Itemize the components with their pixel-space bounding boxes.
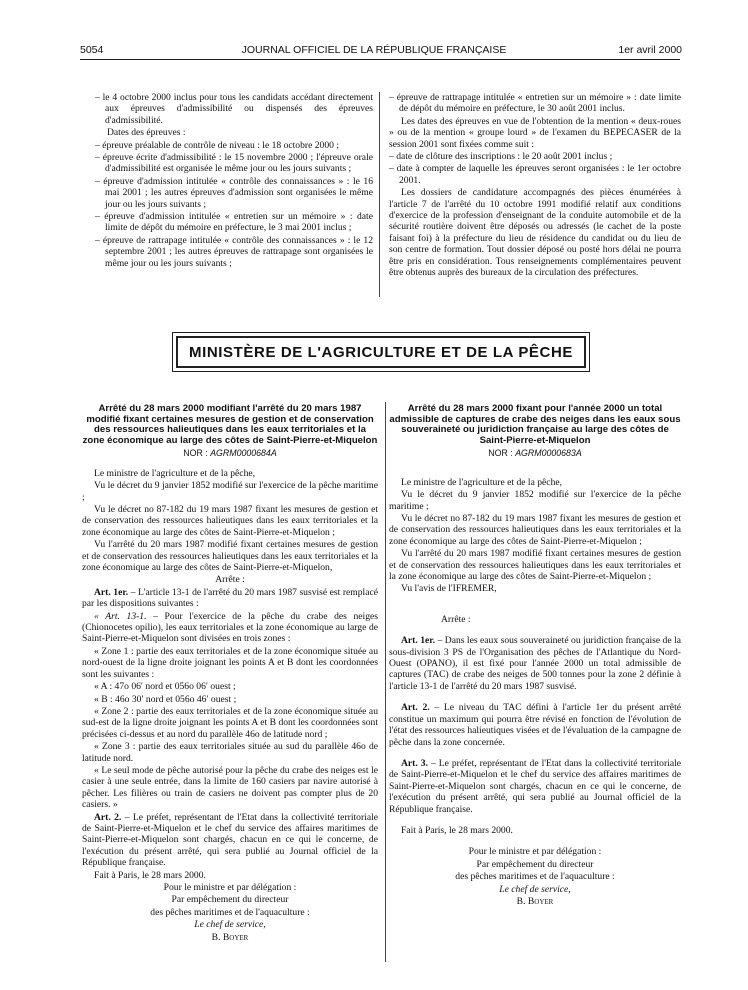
text-line: – date de clôture des inscriptions : le 20 août 2001 inclus ; xyxy=(389,151,613,163)
article-title: Arrêté du 28 mars 2000 fixant pour l'année 2000 un total admissible de captures de crabe des neiges dans les eaux sous souveraineté ou juridiction française au large des côtes de Saint-Pierre-et-Miquelon xyxy=(389,403,681,446)
left-article xyxy=(82,404,378,944)
text-line: Dates des épreuves : xyxy=(107,127,186,139)
top-right-column xyxy=(389,92,681,280)
text-line: – épreuve de rattrapage intitulée « entretien sur un mémoire » : date limite de dépôt du mémoire en préfecture, le 30 août 2001 inclus. xyxy=(389,92,681,115)
header-rule xyxy=(80,59,680,60)
article-1: Art. 1er. – L'article 13-1 de l'arrêté du 20 mars 1987 susvisé est remplacé par les dispositions suivantes : xyxy=(82,586,378,610)
zone-3: « Zone 3 : partie des eaux territoriales située au sud du parallèle 46o de latitude nord. xyxy=(82,741,378,764)
paragraph: Vu l'arrêté du 20 mars 1987 modifié fixant certaines mesures de gestion et de conservation des ressources halieutiques dans les eaux territoriales et la zone économique au large des côtes de Saint-Pierre-et-Miquelon ; xyxy=(389,548,681,583)
paragraph: Vu le décret no 87-182 du 19 mars 1987 fixant les mesures de gestion et de conservation des ressources halieutiques dans les eaux territoriales et la zone économique au large des côtes de Saint-Pierre-et-Miquelon ; xyxy=(389,513,681,547)
article-2: Art. 2. – Le préfet, représentant de l'Etat dans la collectivité territoriale de Saint-Pierre-et-Miquelon et le chef du service des affaires maritimes de Saint-Pierre-et-Miquelon sont chargés, chacun en ce qui le concerne, de l'exécution du présent arrêté, qui sera publié au Journal officiel de la République française. xyxy=(82,811,378,869)
zone-2: « Zone 2 : partie des eaux territoriales et de la zone économique située au sud-est de la ligne droite joignant les points A et B dont les coordonnées sont précisées ci-dessus et au nord du parallèle 46o de latitude nord ; xyxy=(82,705,378,740)
text-line: – épreuve préalable de contrôle de niveau : le 18 octobre 2000 ; xyxy=(95,139,340,151)
article-1: Art. 1er. – Dans les eaux sous souveraineté ou juridiction française de la sous-division 3 PS de l'Organisation des pêches de l'Atlantique du Nord-Ouest (OPANO), il est fixé pour l'année 2000 un total admissible de captures (TAC) de crabe des neiges de 500 tonnes pour la zone 2 définie à l'article 13-1 de l'arrêté du 20 mars 1987 susvisé. xyxy=(389,635,681,692)
page-number: 5054 xyxy=(80,44,104,56)
point-b: « B : 46o 30′ nord et 056o 46′ ouest ; xyxy=(94,693,237,705)
paragraph: Le ministre de l'agriculture et de la pêche, xyxy=(401,476,563,488)
issue-date: 1er avril 2000 xyxy=(618,44,682,56)
text-line: – le 4 octobre 2000 inclus pour tous les candidats accédant directement aux épreuves d'admissibilité ou dispensés des épreuves d'admissibilité. xyxy=(95,92,373,126)
paragraph: Le ministre de l'agriculture et de la pêche, xyxy=(94,467,256,479)
journal-title: JOURNAL OFFICIEL DE LA RÉPUBLIQUE FRANÇAISE xyxy=(241,44,507,56)
paragraph: Vu l'avis de l'IFREMER, xyxy=(401,583,497,595)
paragraph: Vu le décret no 87-182 du 19 mars 1987 fixant les mesures de gestion et de conservation des ressources halieutiques dans les eaux territoriales et la zone économique au large des côtes de Saint-Pierre-et-Miquelon ; xyxy=(82,504,378,538)
ministry-banner xyxy=(172,332,590,372)
done-at: Fait à Paris, le 28 mars 2000. xyxy=(94,869,206,881)
signature-line: des pêches maritimes et de l'aquaculture : xyxy=(150,906,310,918)
text-line: Les dossiers de candidature accompagnés des pièces énumérées à l'article 7 de l'arrêté du 10 octobre 1991 modifié relatif aux conditions d'exercice de la profession d'enseignant de la conduite automobile et de la sécurité routière doivent être déposés ou adressés (le cachet de la poste faisant foi) à la préfecture du lieu de résidence du candidat ou du lieu de son centre de formation. Tout dossier déposé ou posté hors délai ne pourra être pris en considération. Tous renseignements complémentaires peuvent être obtenus auprès des bureaux de la circulation des préfectures. xyxy=(389,187,681,279)
paragraph: Vu le décret du 9 janvier 1852 modifié sur l'exercice de la pêche maritime ; xyxy=(82,480,378,503)
text-line: – épreuve de rattrapage intitulée « contrôle des connaissances » : le 12 septembre 2001 ; les autres épreuves de rattrapage sont organisées le même jour ou les jours suivants ; xyxy=(95,234,373,269)
article-3: Art. 3. – Le préfet, représentant de l'Etat dans la collectivité territoriale de Saint-Pierre-et-Miquelon et le chef du service des affaires maritimes de Saint-Pierre-et-Miquelon sont chargés, chacun en ce qui le concerne, de l'exécution du présent arrêté, qui sera publié au Journal officiel de la République française. xyxy=(389,757,682,815)
quoted-article: « Art. 13-1. – Pour l'exercice de la pêche du crabe des neiges (Chionocetes opilio), les eaux territoriales et la zone économique au large de Saint-Pierre-et-Miquelon sont divisées en trois zones : xyxy=(82,610,378,645)
text-line: – épreuve d'admission intitulée « contrôle des connaissances » : le 16 mai 2001 ; les autres épreuves d'admission sont organisées le même jour ou les jours suivants ; xyxy=(95,175,373,210)
zone-1: « Zone 1 : partie des eaux territoriales et de la zone économique située au nord-ouest de la ligne droite joignant les points A et B dont les coordonnées sont les suivantes : xyxy=(82,645,378,680)
done-at: Fait à Paris, le 28 mars 2000. xyxy=(401,824,513,836)
fishing-rule: « Le seul mode de pêche autorisé pour la pêche du crabe des neiges est le casier à une seule entrée, dans la limite de 160 casiers par navire autorisé à pêcher. Les filières ou train de casiers ne doivent pas compter plus de 20 casiers. » xyxy=(82,764,378,811)
signature-line: Pour le ministre et par délégation : xyxy=(468,846,602,858)
signature-line: des pêches maritimes et de l'aquaculture : xyxy=(455,871,615,883)
column-divider xyxy=(379,92,380,297)
signature-line: Par empêchement du directeur xyxy=(476,858,594,870)
text-line: – date à compter de laquelle les épreuves seront organisées : le 1er octobre 2001. xyxy=(389,163,681,186)
text-line: – épreuve d'admission intitulée « entretien sur un mémoire » : date limite de dépôt du mémoire en préfecture, le 3 mai 2001 inclus ; xyxy=(95,211,373,234)
article-2: Art. 2. – Le niveau du TAC défini à l'article 1er du présent arrêté constitue un maximum qui pourra être révisé en fonction de l'évolution de l'état des ressources halieutiques visées et de l'évaluation de la campagne de pêche dans la zone concernée. xyxy=(389,702,681,748)
signatory-name: B. Boyer xyxy=(211,931,249,943)
nor-reference: NOR : AGRM0000683A xyxy=(488,448,582,459)
text-line: Les dates des épreuves en vue de l'obtention de la mention « deux-roues » ou de la mention « groupe lourd » de l'examen du BEPECASER de la session 2001 sont fixées comme suit : xyxy=(389,115,681,150)
signature-line: Par empêchement du directeur xyxy=(171,894,289,906)
signature-role: Le chef de service, xyxy=(499,883,571,895)
arrete-heading: Arrête : xyxy=(441,613,471,625)
article-title: Arrêté du 28 mars 2000 modifiant l'arrêté du 20 mars 1987 modifié fixant certaines mesures de gestion et de conservation des ressources halieutiques dans les eaux territoriales et la zone économique au large des côtes de Saint-Pierre-et-Miquelon xyxy=(82,403,378,446)
right-article xyxy=(389,404,681,908)
signatory-name: B. Boyer xyxy=(516,895,554,907)
signature-role: Le chef de service, xyxy=(194,919,266,931)
paragraph: Vu l'arrêté du 20 mars 1987 modifié fixant certaines mesures de gestion et de conservation des ressources halieutiques dans les eaux territoriales et la zone économique au large des côtes de Saint-Pierre-et-Miquelon, xyxy=(82,539,378,574)
signature-line: Pour le ministre et par délégation : xyxy=(163,882,297,893)
nor-reference: NOR : AGRM0000684A xyxy=(183,448,277,459)
text-line: – épreuve écrite d'admissibilité : le 15 novembre 2000 ; l'épreuve orale d'admissibilité est organisée le même jour ou les jours suivants ; xyxy=(95,152,373,175)
ministry-title: MINISTÈRE DE L'AGRICULTURE ET DE LA PÊCHE xyxy=(176,336,586,368)
arrete-heading: Arrête : xyxy=(215,574,245,586)
top-left-column xyxy=(95,92,373,270)
column-divider xyxy=(385,402,386,962)
point-a: « A : 47o 06′ nord et 056o 06′ ouest ; xyxy=(94,681,236,693)
paragraph: Vu le décret du 9 janvier 1852 modifié sur l'exercice de la pêche maritime ; xyxy=(389,489,681,512)
